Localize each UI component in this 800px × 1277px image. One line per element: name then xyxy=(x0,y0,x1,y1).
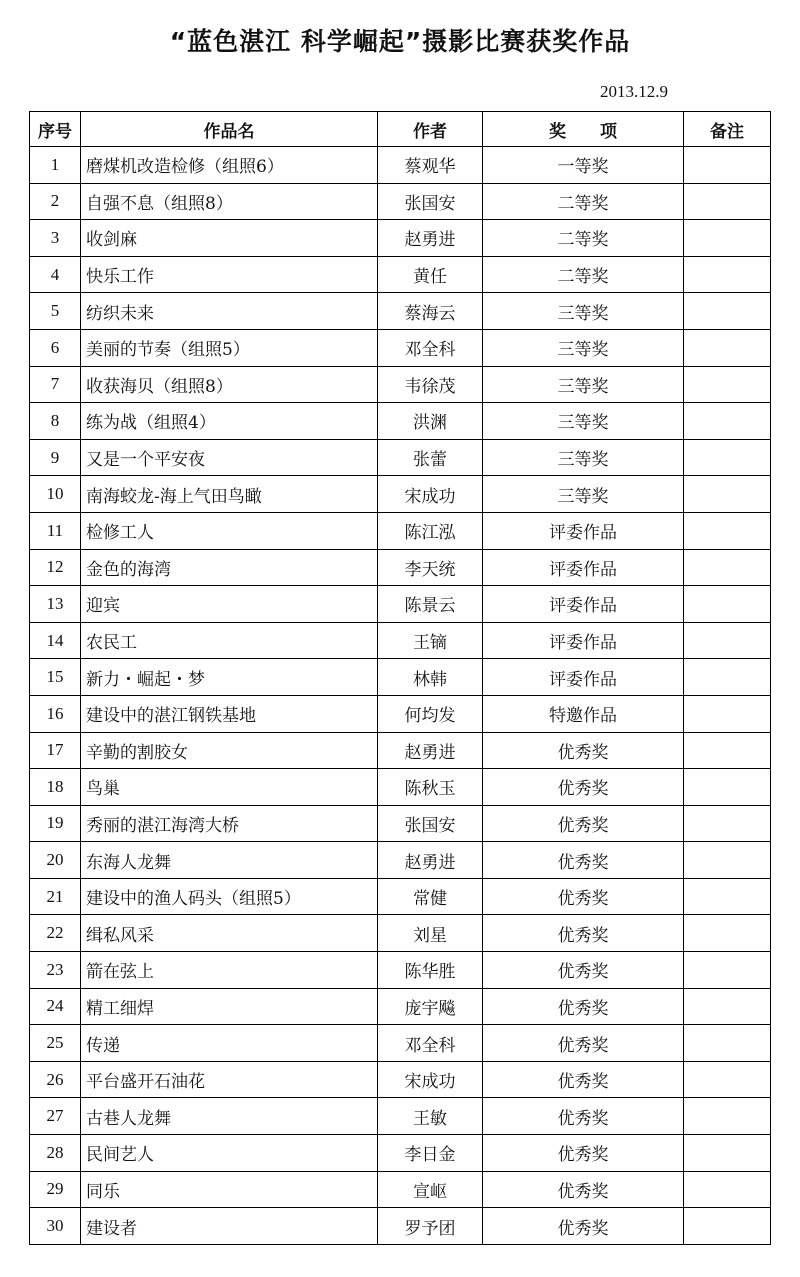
cell-author: 蔡海云 xyxy=(378,293,483,330)
cell-name: 建设中的湛江钢铁基地 xyxy=(81,695,378,732)
table-row xyxy=(30,549,771,586)
cell-no: 3 xyxy=(30,220,81,257)
cell-author: 赵勇进 xyxy=(378,220,483,257)
cell-no: 11 xyxy=(30,512,81,549)
table-row xyxy=(30,293,771,330)
cell-author: 宋成功 xyxy=(378,1061,483,1098)
cell-award: 三等奖 xyxy=(483,439,684,476)
cell-author: 张国安 xyxy=(378,805,483,842)
cell-award: 三等奖 xyxy=(483,476,684,513)
cell-note xyxy=(684,622,771,659)
cell-note xyxy=(684,1208,771,1245)
table-row xyxy=(30,805,771,842)
cell-note xyxy=(684,952,771,989)
cell-no: 26 xyxy=(30,1061,81,1098)
cell-note xyxy=(684,147,771,184)
cell-no: 23 xyxy=(30,952,81,989)
cell-note xyxy=(684,256,771,293)
cell-award: 三等奖 xyxy=(483,366,684,403)
cell-note xyxy=(684,183,771,220)
cell-name: 古巷人龙舞 xyxy=(81,1098,378,1135)
cell-award: 评委作品 xyxy=(483,622,684,659)
header-no: 序号 xyxy=(30,112,81,147)
cell-note xyxy=(684,586,771,623)
cell-note xyxy=(684,769,771,806)
table-body xyxy=(30,147,771,1245)
cell-award: 二等奖 xyxy=(483,256,684,293)
cell-name: 收剑麻 xyxy=(81,220,378,257)
cell-name: 快乐工作 xyxy=(81,256,378,293)
cell-author: 邓全科 xyxy=(378,329,483,366)
table-row xyxy=(30,220,771,257)
cell-author: 宣岖 xyxy=(378,1171,483,1208)
cell-author: 宋成功 xyxy=(378,476,483,513)
cell-name: 练为战（组照4） xyxy=(81,403,378,440)
cell-name: 箭在弦上 xyxy=(81,952,378,989)
cell-no: 27 xyxy=(30,1098,81,1135)
cell-name: 检修工人 xyxy=(81,512,378,549)
header-name: 作品名 xyxy=(81,112,378,147)
cell-no: 20 xyxy=(30,842,81,879)
table-row xyxy=(30,403,771,440)
cell-award: 优秀奖 xyxy=(483,915,684,952)
cell-note xyxy=(684,549,771,586)
cell-award: 优秀奖 xyxy=(483,878,684,915)
cell-author: 韦徐茂 xyxy=(378,366,483,403)
cell-note xyxy=(684,366,771,403)
table-row xyxy=(30,366,771,403)
cell-award: 一等奖 xyxy=(483,147,684,184)
cell-name: 金色的海湾 xyxy=(81,549,378,586)
cell-no: 9 xyxy=(30,439,81,476)
table-row xyxy=(30,732,771,769)
cell-name: 南海蛟龙-海上气田鸟瞰 xyxy=(81,476,378,513)
table-row xyxy=(30,147,771,184)
cell-no: 2 xyxy=(30,183,81,220)
table-row xyxy=(30,1135,771,1172)
table-row xyxy=(30,695,771,732)
cell-award: 优秀奖 xyxy=(483,1061,684,1098)
cell-no: 19 xyxy=(30,805,81,842)
cell-note xyxy=(684,805,771,842)
table-row xyxy=(30,183,771,220)
cell-award: 优秀奖 xyxy=(483,805,684,842)
header-note: 备注 xyxy=(684,112,771,147)
cell-award: 优秀奖 xyxy=(483,842,684,879)
table-row xyxy=(30,878,771,915)
cell-award: 优秀奖 xyxy=(483,1025,684,1062)
table-row xyxy=(30,915,771,952)
page-title: “蓝色湛江 科学崛起”摄影比赛获奖作品 xyxy=(169,27,631,56)
cell-name: 新力・崛起・梦 xyxy=(81,659,378,696)
table-row xyxy=(30,476,771,513)
cell-author: 洪渊 xyxy=(378,403,483,440)
header-award: 奖 项 xyxy=(483,112,684,147)
cell-note xyxy=(684,329,771,366)
cell-author: 邓全科 xyxy=(378,1025,483,1062)
cell-award: 优秀奖 xyxy=(483,952,684,989)
cell-award: 优秀奖 xyxy=(483,1208,684,1245)
table-row xyxy=(30,512,771,549)
table-row xyxy=(30,769,771,806)
cell-note xyxy=(684,1061,771,1098)
cell-no: 17 xyxy=(30,732,81,769)
cell-note xyxy=(684,1025,771,1062)
table-row xyxy=(30,329,771,366)
cell-note xyxy=(684,842,771,879)
cell-no: 7 xyxy=(30,366,81,403)
cell-note xyxy=(684,439,771,476)
cell-name: 又是一个平安夜 xyxy=(81,439,378,476)
cell-name: 辛勤的割胶女 xyxy=(81,732,378,769)
cell-note xyxy=(684,512,771,549)
cell-award: 特邀作品 xyxy=(483,695,684,732)
cell-note xyxy=(684,695,771,732)
cell-author: 陈江泓 xyxy=(378,512,483,549)
cell-author: 李日金 xyxy=(378,1135,483,1172)
cell-no: 6 xyxy=(30,329,81,366)
cell-no: 22 xyxy=(30,915,81,952)
cell-note xyxy=(684,732,771,769)
cell-no: 1 xyxy=(30,147,81,184)
cell-name: 自强不息（组照8） xyxy=(81,183,378,220)
cell-note xyxy=(684,1171,771,1208)
cell-name: 磨煤机改造检修（组照6） xyxy=(81,147,378,184)
cell-name: 建设者 xyxy=(81,1208,378,1245)
cell-no: 25 xyxy=(30,1025,81,1062)
cell-author: 李天统 xyxy=(378,549,483,586)
cell-note xyxy=(684,659,771,696)
cell-note xyxy=(684,293,771,330)
cell-no: 8 xyxy=(30,403,81,440)
cell-name: 美丽的节奏（组照5） xyxy=(81,329,378,366)
cell-note xyxy=(684,220,771,257)
cell-name: 精工细焊 xyxy=(81,988,378,1025)
cell-name: 纺织未来 xyxy=(81,293,378,330)
cell-author: 陈景云 xyxy=(378,586,483,623)
cell-no: 10 xyxy=(30,476,81,513)
cell-no: 18 xyxy=(30,769,81,806)
cell-author: 常健 xyxy=(378,878,483,915)
cell-no: 29 xyxy=(30,1171,81,1208)
cell-no: 5 xyxy=(30,293,81,330)
cell-award: 优秀奖 xyxy=(483,769,684,806)
cell-name: 缉私风采 xyxy=(81,915,378,952)
table-row xyxy=(30,659,771,696)
cell-author: 林韩 xyxy=(378,659,483,696)
cell-name: 东海人龙舞 xyxy=(81,842,378,879)
cell-no: 21 xyxy=(30,878,81,915)
cell-no: 14 xyxy=(30,622,81,659)
cell-name: 建设中的渔人码头（组照5） xyxy=(81,878,378,915)
cell-name: 平台盛开石油花 xyxy=(81,1061,378,1098)
cell-name: 传递 xyxy=(81,1025,378,1062)
cell-no: 4 xyxy=(30,256,81,293)
cell-award: 三等奖 xyxy=(483,329,684,366)
cell-award: 评委作品 xyxy=(483,549,684,586)
cell-author: 罗予团 xyxy=(378,1208,483,1245)
cell-author: 赵勇进 xyxy=(378,732,483,769)
table-row xyxy=(30,1061,771,1098)
cell-note xyxy=(684,1135,771,1172)
cell-no: 12 xyxy=(30,549,81,586)
table-header-row xyxy=(30,112,771,147)
cell-note xyxy=(684,476,771,513)
cell-no: 16 xyxy=(30,695,81,732)
cell-award: 优秀奖 xyxy=(483,1098,684,1135)
cell-note xyxy=(684,1098,771,1135)
cell-note xyxy=(684,878,771,915)
cell-author: 张国安 xyxy=(378,183,483,220)
cell-award: 三等奖 xyxy=(483,293,684,330)
cell-author: 陈华胜 xyxy=(378,952,483,989)
cell-note xyxy=(684,403,771,440)
cell-award: 优秀奖 xyxy=(483,988,684,1025)
awards-table xyxy=(29,111,771,1245)
table-row xyxy=(30,1171,771,1208)
cell-name: 同乐 xyxy=(81,1171,378,1208)
cell-note xyxy=(684,915,771,952)
cell-award: 评委作品 xyxy=(483,659,684,696)
cell-author: 王敏 xyxy=(378,1098,483,1135)
cell-award: 三等奖 xyxy=(483,403,684,440)
cell-author: 庞宇飚 xyxy=(378,988,483,1025)
cell-award: 评委作品 xyxy=(483,512,684,549)
cell-name: 迎宾 xyxy=(81,586,378,623)
cell-name: 收获海贝（组照8） xyxy=(81,366,378,403)
table-row xyxy=(30,842,771,879)
cell-name: 秀丽的湛江海湾大桥 xyxy=(81,805,378,842)
cell-no: 13 xyxy=(30,586,81,623)
table-row xyxy=(30,439,771,476)
cell-author: 蔡观华 xyxy=(378,147,483,184)
table-row xyxy=(30,988,771,1025)
table-row xyxy=(30,1025,771,1062)
header-author: 作者 xyxy=(378,112,483,147)
cell-author: 赵勇进 xyxy=(378,842,483,879)
cell-name: 鸟巢 xyxy=(81,769,378,806)
cell-no: 24 xyxy=(30,988,81,1025)
table-row xyxy=(30,622,771,659)
cell-award: 二等奖 xyxy=(483,220,684,257)
cell-no: 28 xyxy=(30,1135,81,1172)
cell-author: 张蕾 xyxy=(378,439,483,476)
table-row xyxy=(30,1208,771,1245)
cell-author: 陈秋玉 xyxy=(378,769,483,806)
cell-author: 黄任 xyxy=(378,256,483,293)
cell-award: 优秀奖 xyxy=(483,1135,684,1172)
cell-no: 30 xyxy=(30,1208,81,1245)
cell-award: 优秀奖 xyxy=(483,1171,684,1208)
cell-author: 王镝 xyxy=(378,622,483,659)
table-row xyxy=(30,256,771,293)
cell-award: 二等奖 xyxy=(483,183,684,220)
table-row xyxy=(30,1098,771,1135)
table-row xyxy=(30,952,771,989)
document-date: 2013.12.9 xyxy=(600,82,668,101)
cell-award: 评委作品 xyxy=(483,586,684,623)
cell-no: 15 xyxy=(30,659,81,696)
cell-award: 优秀奖 xyxy=(483,732,684,769)
table-row xyxy=(30,586,771,623)
cell-author: 何均发 xyxy=(378,695,483,732)
cell-name: 民间艺人 xyxy=(81,1135,378,1172)
cell-author: 刘星 xyxy=(378,915,483,952)
cell-note xyxy=(684,988,771,1025)
cell-name: 农民工 xyxy=(81,622,378,659)
